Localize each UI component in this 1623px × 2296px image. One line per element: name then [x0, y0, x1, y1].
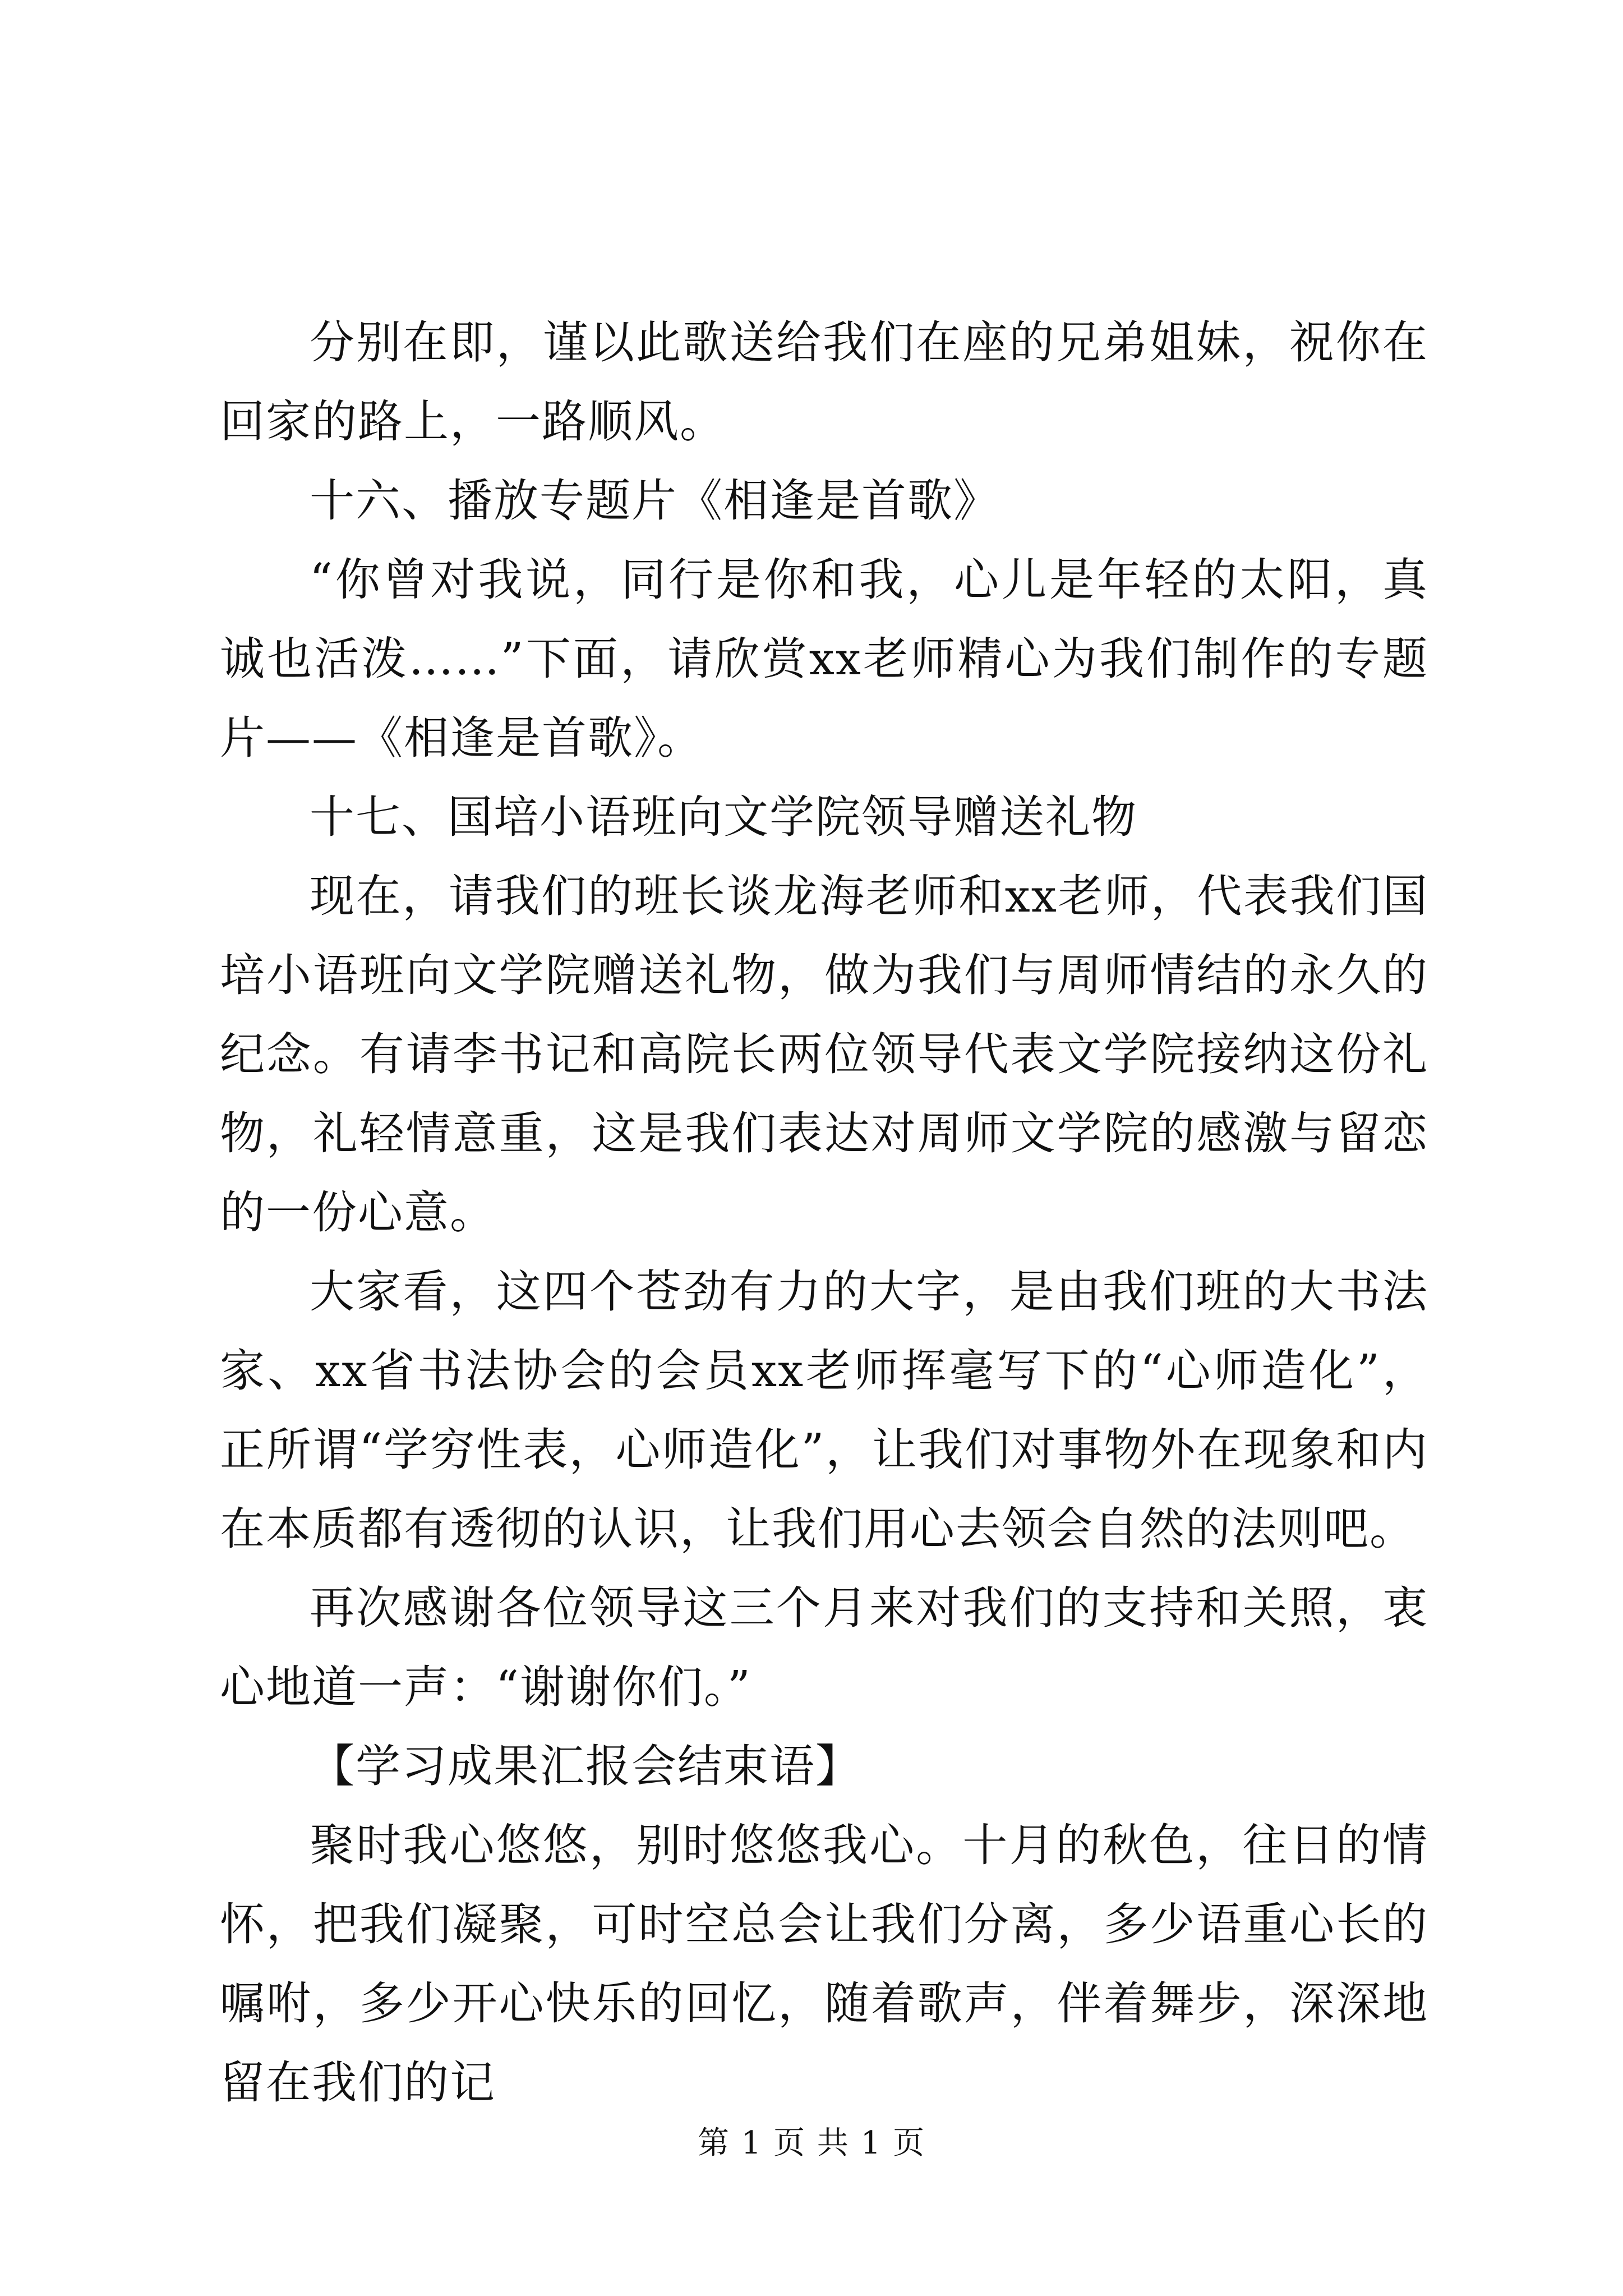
paragraph-farewell-song: 分别在即，谨以此歌送给我们在座的兄弟姐妹，祝你在回家的路上，一路顺风。 — [220, 316, 1428, 448]
page-footer: 第 1 页 共 1 页 — [697, 2125, 926, 2161]
paragraph-calligraphy: 大家看，这四个苍劲有力的大字，是由我们班的大书法家、xx省书法协会的会员xx老师挥毫写下的“心师造化”，正所谓“学穷性表，心师造化”，让我们对事物外在现象和内在本质都有透彻的认识，让我们用心去领会自然的法则吧。 — [220, 1266, 1428, 1555]
document-body — [220, 303, 1428, 2122]
paragraph-thanks: 再次感谢各位领导这三个月来对我们的支持和关照，衷心地道一声：“谢谢你们。” — [220, 1582, 1428, 1713]
section-heading-16: 十六、播放专题片《相逢是首歌》 — [310, 475, 999, 527]
paragraph-video-intro: “你曾对我说，同行是你和我，心儿是年轻的太阳，真诚也活泼……”下面，请欣赏xx老师精心为我们制作的专题片——《相逢是首歌》。 — [220, 554, 1428, 764]
section-heading-closing: 【学习成果汇报会结束语】 — [310, 1740, 861, 1792]
section-heading-17: 十七、国培小语班向文学院领导赠送礼物 — [310, 791, 1137, 843]
paragraph-closing-remarks: 聚时我心悠悠，别时悠悠我心。十月的秋色，往日的情怀，把我们凝聚，可时空总会让我们分离，多少语重心长的嘱咐，多少开心快乐的回忆，随着歌声，伴着舞步，深深地留在我们的记 — [220, 1819, 1428, 2109]
paragraph-gift-presentation: 现在，请我们的班长谈龙海老师和xx老师，代表我们国培小语班向文学院赠送礼物，做为我们与周师情结的永久的纪念。有请李书记和高院长两位领导代表文学院接纳这份礼物，礼轻情意重，这是我们表达对周师文学院的感激与留恋的一份心意。 — [220, 870, 1428, 1239]
